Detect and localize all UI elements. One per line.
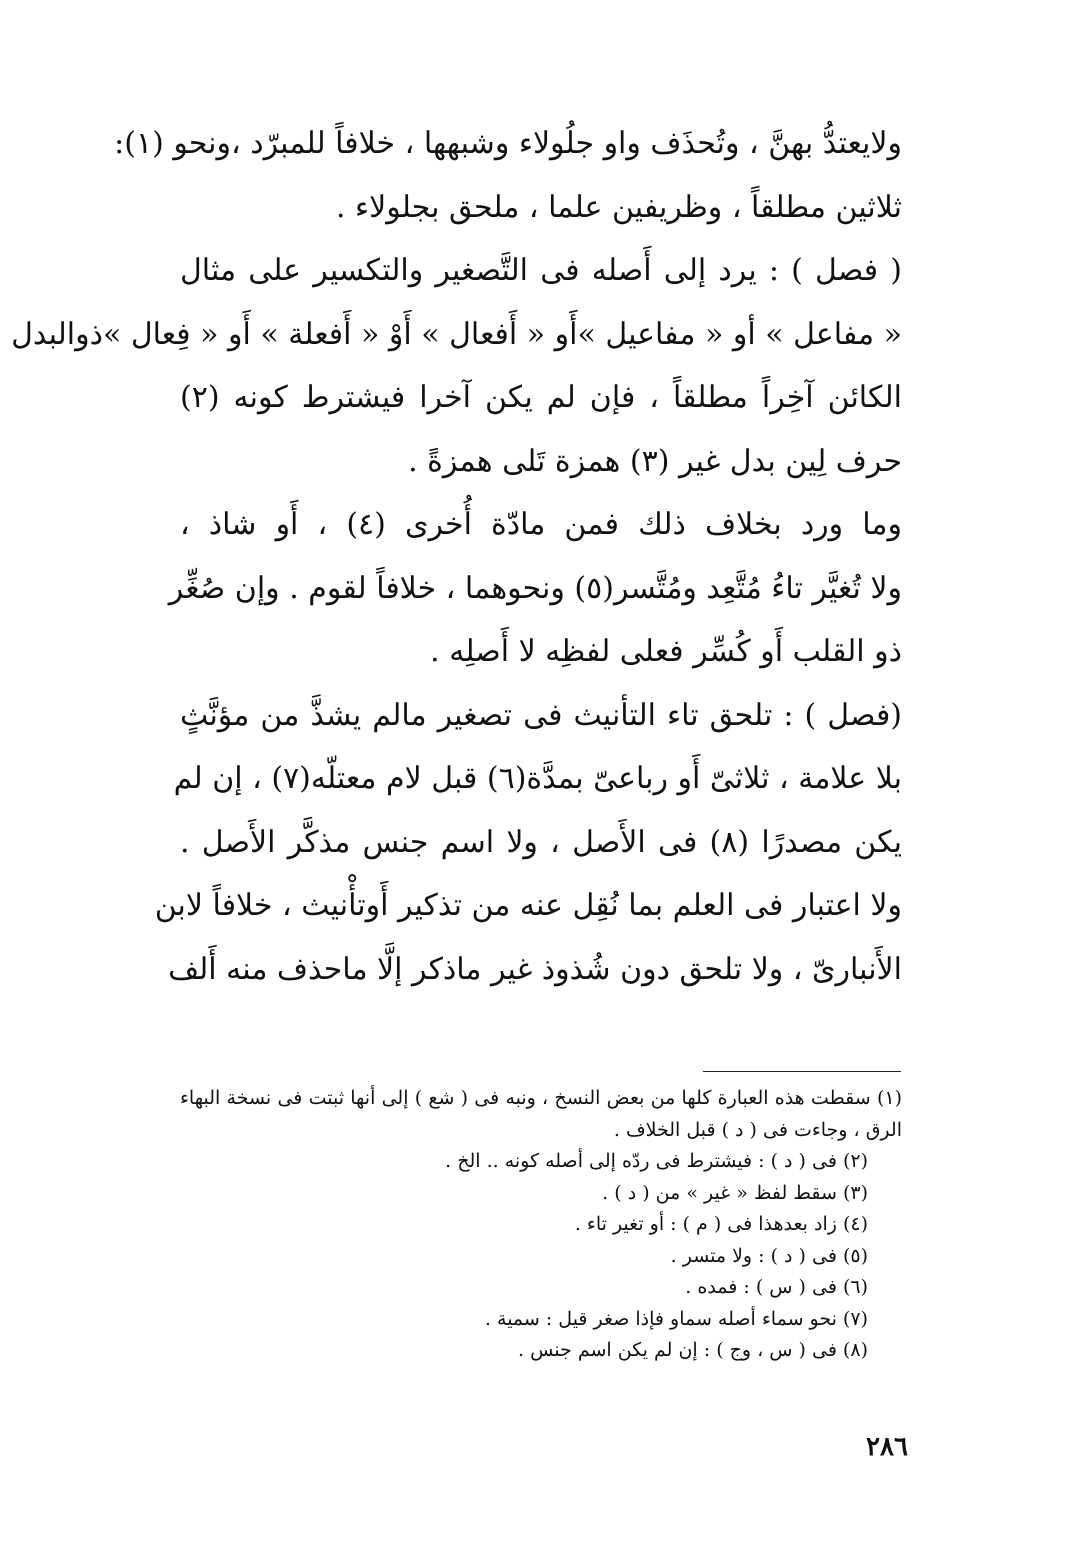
page-number: ٢٨٦: [866, 1432, 908, 1462]
text-line: حرف لِين بدل غير (٣) همزة تَلى همزةً .: [408, 443, 902, 479]
footnote-line: (٢) فى ( د ) : فيشترط فى ردّه إلى أصله كونه .. الخ .: [445, 1150, 868, 1172]
footnote-separator: [703, 1071, 901, 1072]
text-line: ولا اعتبار فى العلم بما نُقِل عنه من تذكير أَوتأْنيث ، خلافاً لابن: [154, 888, 902, 923]
footnote-line: (٣) سقط لفظ « غير » من ( د ) .: [602, 1181, 868, 1204]
footnote-line: (٨) فى ( س ، وج ) : إن لم يكن اسم جنس .: [518, 1339, 868, 1361]
footnote-line: (٥) فى ( د ) : ولا متسر .: [670, 1244, 868, 1267]
footnote-line: (٧) نحو سماء أصله سماو فإذا صغر قيل : سمية .: [484, 1307, 868, 1330]
text-line: يكن مصدرًا (٨) فى الأَصل ، ولا اسم جنس مذكَّر الأَصل .: [180, 824, 903, 860]
text-line: ذو القلب أَو كُسِّر فعلى لفظِه لا أَصلِه .: [430, 634, 902, 669]
footnote-line: الرق ، وجاءت فى ( د ) قبل الخلاف .: [613, 1118, 902, 1141]
text-line: (فصل ) : تلحق تاء التأنيث فى تصغير مالم يشذَّ من مؤنَّثٍ: [180, 697, 902, 733]
footnotes: [180, 1083, 902, 1367]
footnote-line: (٤) زاد بعدهذا فى ( م ) : أو تغير تاء .: [574, 1213, 868, 1235]
text-line: الأَنبارىّ ، ولا تلحق دون شُذوذ غير ماذكر إلَّا ماحذف منه أَلف: [168, 951, 902, 987]
text-line: بلا علامة ، ثلاثىّ أَو رباعىّ بمدَّة(٦) قبل لام معتلّه(٧) ، إن لم: [173, 761, 902, 796]
text-line: وما ورد بخلاف ذلك فمن مادّة أُخرى (٤) ، أَو شاذ ،: [180, 507, 902, 542]
text-line: ولايعتدُّ بهنَّ ، وتُحذَف واو جلُولاء وشبهها ، خلافاً للمبرّد ،ونحو (١):: [114, 126, 902, 161]
text-line: الكائن آخِراً مطلقاً ، فإن لم يكن آخرا فيشترط كونه (٢): [180, 380, 902, 415]
footnote-line: (١) سقطت هذه العبارة كلها من بعض النسخ ، ونبه فى ( شع ) إلى أنها ثبتت فى نسخة البهاء: [180, 1087, 902, 1109]
footnote-line: (٦) فى ( س ) : فمده .: [685, 1276, 868, 1298]
text-line: ولا تُغيَّر تاءُ مُتَّعِد ومُتَّسر(٥) ونحوهما ، خلافاً لقوم . وإن صُغِّر: [168, 570, 902, 606]
main-text-body: [11, 112, 903, 1001]
text-line: ثلاثين مطلقاً ، وظريفين علما ، ملحق بجلولاء .: [335, 189, 902, 225]
text-line: « مفاعل » أو « مفاعيل »أَو « أَفعال » أَوْ « أَفعلة » أَو « فِعال »ذوالبدل: [11, 316, 902, 352]
text-line: ( فصل ) : يرد إلى أَصله فى التَّصغير والتكسير على مثال: [180, 253, 902, 288]
